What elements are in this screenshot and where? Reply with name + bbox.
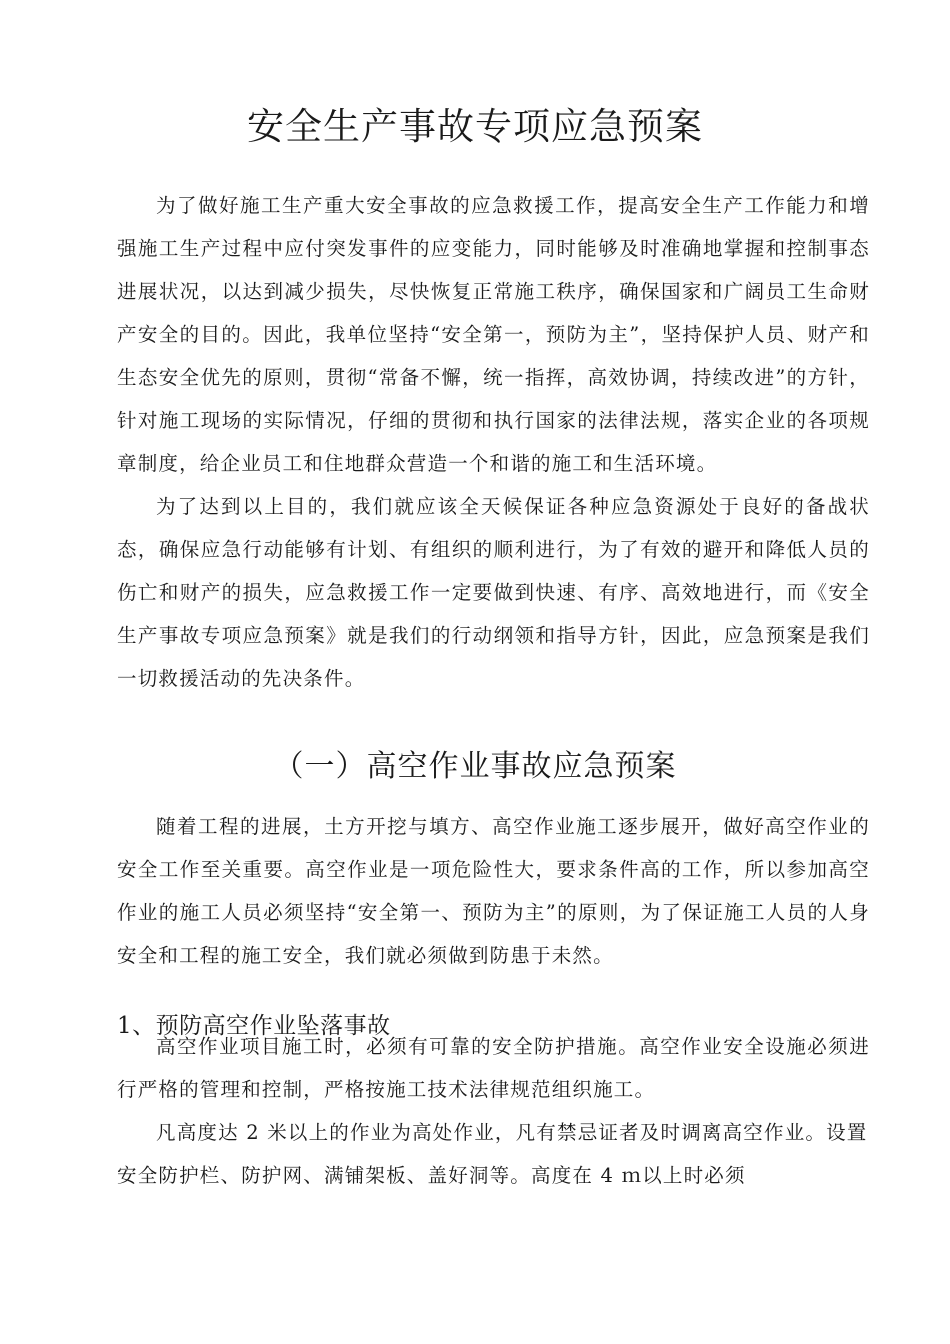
subsection-heading: 1、预防高空作业坠落事故 <box>117 1013 391 1039</box>
subsection-paragraph-2: 凡高度达 2 米以上的作业为高处作业，凡有禁忌证者及时调离高空作业。设置安全防护栏、防护网、满铺架板、盖好洞等。高度在 4 ｍ以上时必须 <box>117 1121 868 1187</box>
intro-section <box>117 184 870 700</box>
intro-paragraph-1: 为了做好施工生产重大安全事故的应急救援工作，提高安全生产工作能力和增强施工生产过程中应付突发事件的应变能力，同时能够及时准确地掌握和控制事态进展状况，以达到减少损失，尽快恢复正常施工秩序，确保国家和广阔员工生命财产安全的目的。因此，我单位坚持“安全第一，预防为主”，坚持保护人员、财产和生态安全优先的原则，贯彻“常备不懈，统一指挥，高效协调，持续改进”的方针，针对施工现场的实际情况，仔细的贯彻和执行国家的法律法规，落实企业的各项规章制度，给企业员工和住地群众营造一个和谐的施工和生活环境。 <box>117 194 870 475</box>
intro-paragraph-2: 为了达到以上目的，我们就应该全天候保证各种应急资源处于良好的备战状态，确保应急行动能够有计划、有组织的顺利进行，为了有效的避开和降低人员的伤亡和财产的损失，应急救援工作一定要做到快速、有序、高效地进行，而《安全生产事故专项应急预案》就是我们的行动纲领和指导方针，因此，应急预案是我们一切救援活动的先决条件。 <box>117 495 870 690</box>
subsection-body <box>117 1025 870 1197</box>
subsection-paragraph-1: 高空作业项目施工时，必须有可靠的安全防护措施。高空作业安全设施必须进行严格的管理和控制，严格按施工技术法律规范组织施工。 <box>117 1035 870 1101</box>
document-title: 安全生产事故专项应急预案 <box>247 105 703 148</box>
section-paragraph-1: 随着工程的进展，土方开挖与填方、高空作业施工逐步展开，做好高空作业的安全工作至关重要。高空作业是一项危险性大，要求条件高的工作，所以参加高空作业的施工人员必须坚持“安全第一、预防为主”的原则，为了保证施工人员的人身安全和工程的施工安全，我们就必须做到防患于未然。 <box>117 815 870 967</box>
section-body <box>117 805 870 977</box>
section-heading: （一）高空作业事故应急预案 <box>273 749 677 784</box>
